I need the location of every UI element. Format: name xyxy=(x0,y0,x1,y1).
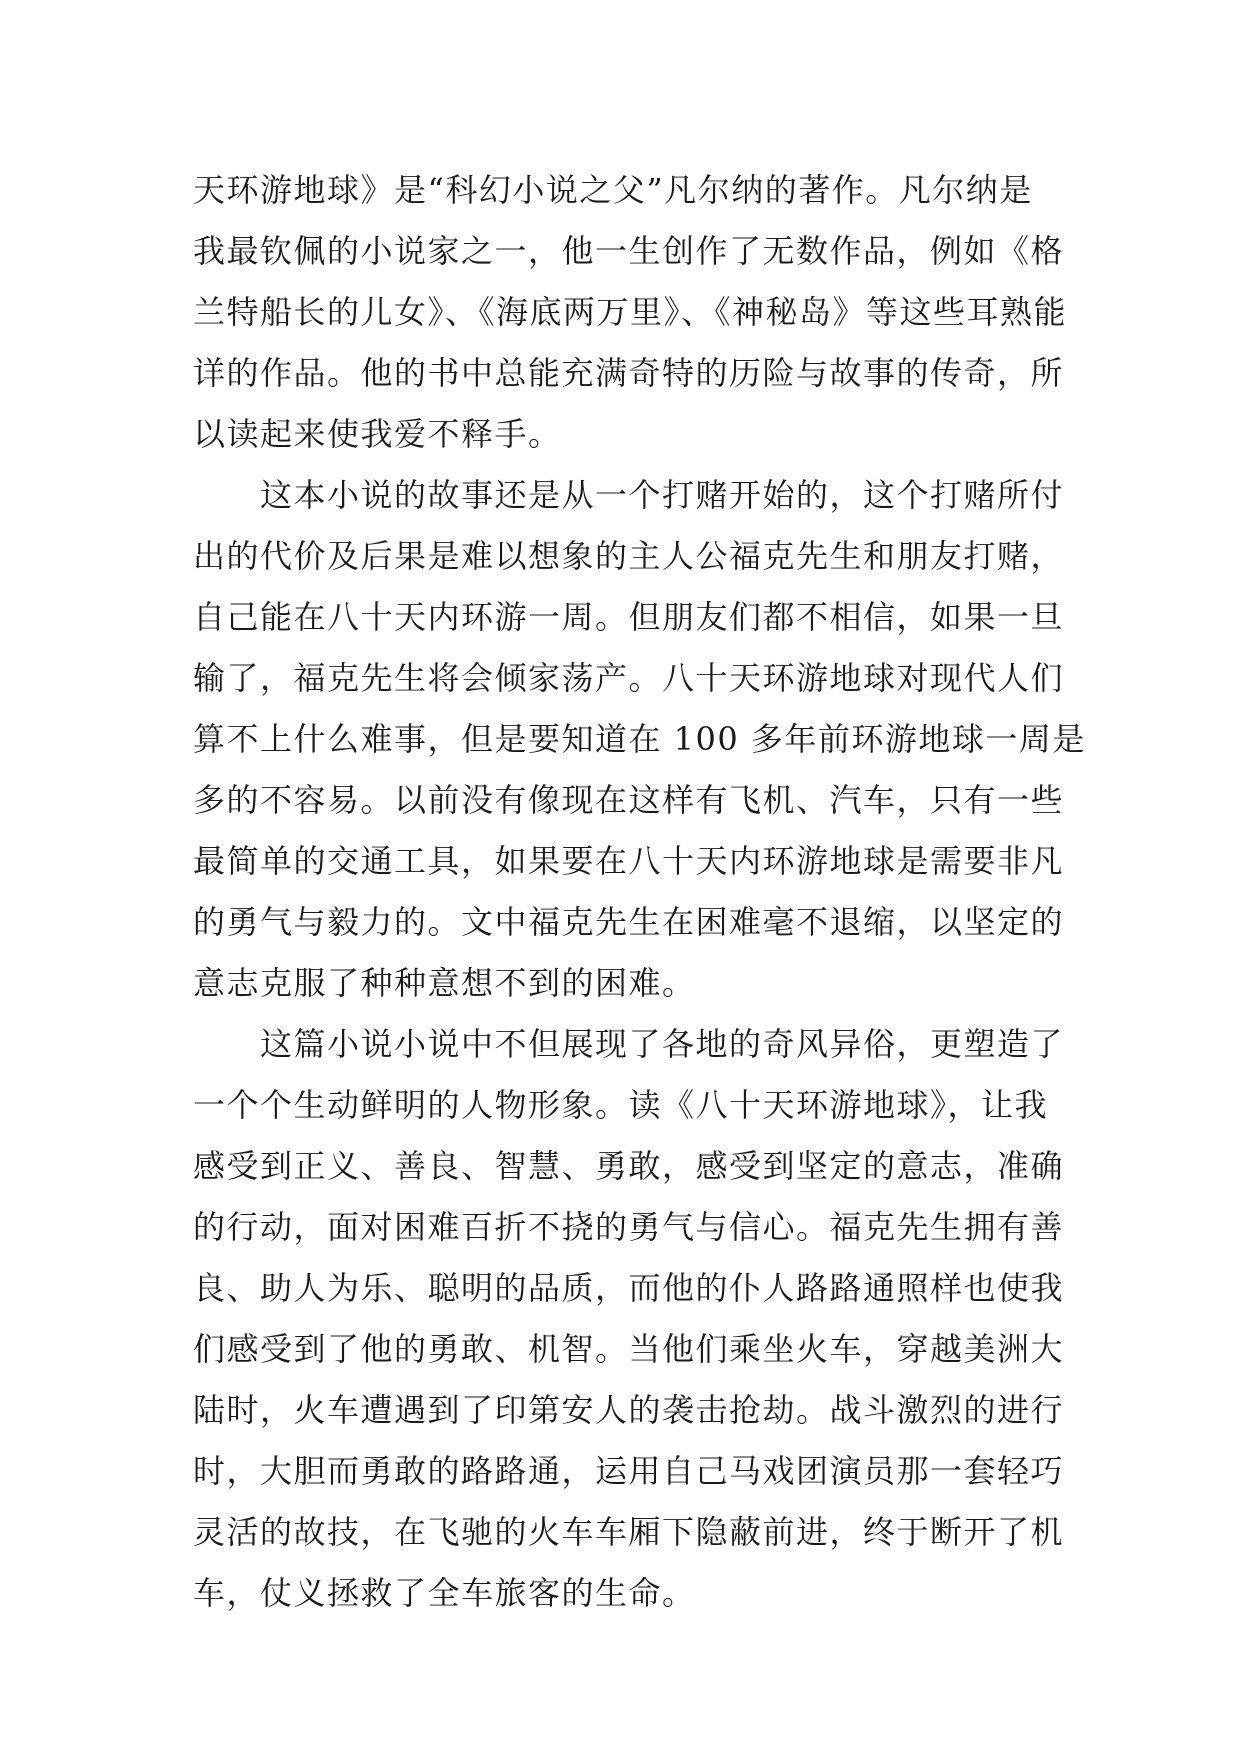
text-line: 们感受到了他的勇敢、机智。当他们乘坐火车，穿越美洲大 xyxy=(193,1330,1065,1368)
text-line: 的行动，面对困难百折不挠的勇气与信心。福克先生拥有善 xyxy=(193,1208,1065,1246)
text-line: 最简单的交通工具，如果要在八十天内环游地球是需要非凡 xyxy=(193,842,1065,880)
paragraph xyxy=(193,465,1086,1014)
text-line: 良、助人为乐、聪明的品质，而他的仆人路路通照样也使我 xyxy=(193,1269,1065,1307)
paragraph xyxy=(193,1014,1065,1624)
text-line: 我最钦佩的小说家之一，他一生创作了无数作品，例如《格 xyxy=(193,232,1065,270)
paragraph xyxy=(193,160,1068,465)
text-line: 天环游地球》是“科幻小说之父”凡尔纳的著作。凡尔纳是 xyxy=(193,171,1033,209)
text-line: 算不上什么难事，但是要知道在 100 多年前环游地球一周是 xyxy=(193,720,1086,758)
text-line: 灵活的故技，在飞驰的火车车厢下隐蔽前进，终于断开了机 xyxy=(193,1513,1065,1551)
text-line: 详的作品。他的书中总能充满奇特的历险与故事的传奇，所 xyxy=(193,354,1065,392)
text-line: 出的代价及后果是难以想象的主人公福克先生和朋友打赌， xyxy=(193,537,1065,575)
text-line: 输了，福克先生将会倾家荡产。八十天环游地球对现代人们 xyxy=(193,659,1065,697)
text-line: 的勇气与毅力的。文中福克先生在困难毫不退缩，以坚定的 xyxy=(193,903,1065,941)
text-line: 以读起来使我爱不释手。 xyxy=(193,415,562,453)
text-line: 车，仗义拯救了全车旅客的生命。 xyxy=(193,1574,696,1612)
text-line: 一个个生动鲜明的人物形象。读《八十天环游地球》，让我 xyxy=(193,1086,1049,1124)
text-line: 陆时，火车遭遇到了印第安人的袭击抢劫。战斗激烈的进行 xyxy=(193,1391,1065,1429)
text-line: 自己能在八十天内环游一周。但朋友们都不相信，如果一旦 xyxy=(193,598,1065,636)
text-line: 意志克服了种种意想不到的困难。 xyxy=(193,964,696,1002)
text-line: 兰特船长的儿女》、《海底两万里》、《神秘岛》等这些耳熟能 xyxy=(193,293,1068,331)
text-line: 这本小说的故事还是从一个打赌开始的，这个打赌所付 xyxy=(193,476,1065,514)
text-line: 时，大胆而勇敢的路路通，运用自己马戏团演员那一套轻巧 xyxy=(193,1452,1065,1490)
text-line: 这篇小说小说中不但展现了各地的奇风异俗，更塑造了 xyxy=(193,1025,1065,1063)
text-line: 多的不容易。以前没有像现在这样有飞机、汽车，只有一些 xyxy=(193,781,1065,819)
text-line: 感受到正义、善良、智慧、勇敢，感受到坚定的意志，准确 xyxy=(193,1147,1065,1185)
document-body xyxy=(193,160,1086,1624)
